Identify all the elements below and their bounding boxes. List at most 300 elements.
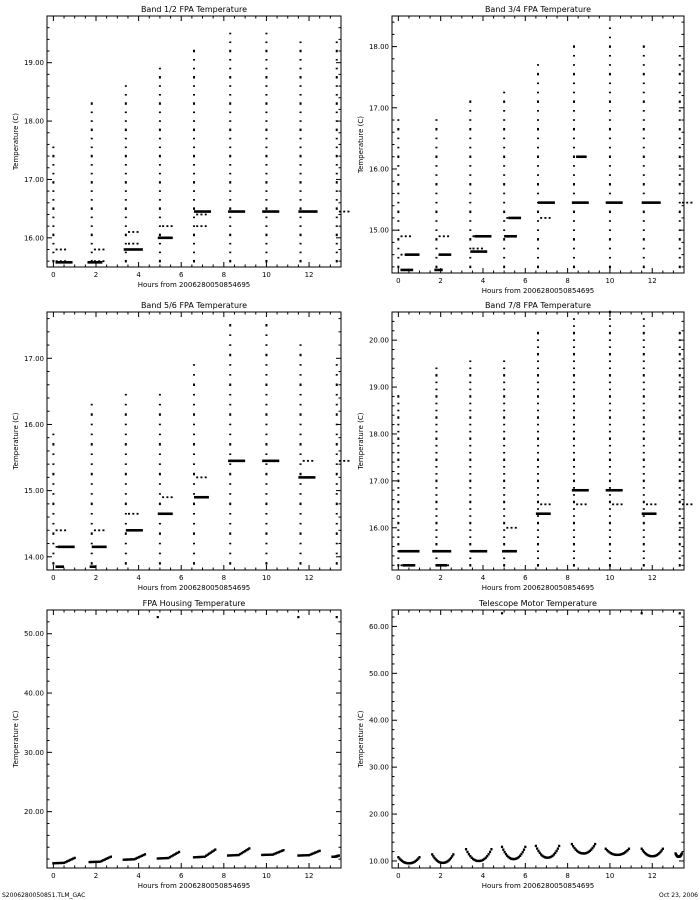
data-point (643, 536, 645, 538)
data-point (397, 165, 399, 167)
data-point (537, 346, 539, 348)
data-point (435, 445, 437, 447)
data-point (159, 434, 161, 436)
data-run (405, 253, 420, 256)
data-point (609, 459, 611, 462)
data-point (193, 424, 195, 426)
y-tick-label: 30.00 (368, 763, 389, 772)
data-point (571, 843, 573, 845)
data-point (573, 543, 575, 546)
data-point (679, 165, 681, 167)
data-point (435, 211, 437, 214)
data-point (300, 404, 302, 406)
chart-panel-4 (357, 301, 692, 592)
data-point (265, 147, 267, 149)
data-run (538, 201, 555, 204)
data-point (91, 424, 93, 426)
data-point (229, 147, 231, 149)
data-point (679, 55, 681, 57)
data-point (643, 431, 645, 433)
data-point (125, 102, 127, 105)
data-run (572, 201, 589, 204)
data-point (506, 217, 508, 219)
data-point (537, 459, 539, 462)
data-point (125, 394, 127, 396)
data-point (265, 59, 267, 61)
data-point (609, 138, 611, 140)
data-point (125, 85, 127, 87)
data-point (573, 83, 575, 85)
data-point (125, 112, 127, 114)
data-point (193, 147, 195, 149)
data-point (679, 92, 681, 94)
data-point (679, 487, 681, 489)
data-point (679, 147, 681, 149)
data-point (125, 252, 127, 254)
data-point (336, 543, 338, 545)
data-point (193, 453, 195, 455)
data-point (679, 73, 681, 76)
data-point (91, 532, 93, 535)
data-point (137, 513, 139, 515)
data-point (52, 434, 54, 436)
data-point (643, 73, 645, 76)
data-point (300, 532, 302, 535)
data-point (91, 543, 93, 545)
data-point (643, 487, 645, 489)
data-point (397, 480, 399, 483)
data-point (488, 853, 490, 855)
data-point (537, 515, 539, 517)
data-point (265, 85, 267, 87)
data-point (573, 55, 575, 57)
data-point (52, 217, 54, 219)
data-point (643, 403, 645, 405)
data-point (643, 353, 645, 356)
data-point (537, 110, 539, 112)
data-point (193, 85, 195, 87)
data-point (159, 260, 161, 263)
data-point (609, 487, 611, 489)
data-point (265, 384, 267, 387)
data-point (609, 522, 611, 525)
data-point (469, 445, 471, 447)
y-tick-label: 40.00 (368, 716, 389, 725)
data-point (503, 360, 505, 362)
data-point (439, 235, 441, 237)
data-point (679, 501, 681, 504)
data-point (503, 437, 505, 440)
data-point (300, 68, 302, 70)
data-point (56, 249, 58, 251)
data-point (300, 190, 302, 192)
data-point (469, 100, 471, 103)
data-run (606, 201, 623, 204)
data-point (609, 403, 611, 405)
data-point (205, 225, 207, 227)
data-point (336, 225, 338, 227)
x-tick-label: 0 (51, 872, 56, 880)
data-point (193, 394, 195, 396)
data-point (300, 164, 302, 166)
data-point (159, 453, 161, 455)
data-point (397, 128, 399, 131)
data-point (397, 494, 399, 496)
data-point (193, 404, 195, 406)
data-point (125, 404, 127, 406)
data-point (643, 174, 645, 176)
data-point (435, 155, 437, 158)
data-point (193, 155, 195, 158)
data-point (585, 503, 587, 505)
data-point (573, 459, 575, 462)
data-point (265, 463, 267, 465)
data-point (469, 367, 471, 369)
data-point (609, 508, 611, 510)
data-point (125, 173, 127, 175)
data-point (537, 211, 539, 214)
data-point (52, 463, 54, 465)
data-point (336, 513, 338, 515)
data-point (300, 513, 302, 515)
data-point (503, 238, 505, 241)
data-point (397, 416, 399, 419)
data-point (573, 389, 575, 391)
data-point (537, 550, 539, 552)
data-point (159, 102, 161, 105)
data-point (443, 235, 445, 237)
data-point (679, 128, 681, 131)
data-point (193, 50, 195, 53)
data-point (679, 238, 681, 241)
data-point (343, 460, 345, 462)
data-point (98, 529, 100, 531)
data-point (409, 235, 411, 237)
data-point (336, 68, 338, 70)
x-tick-label: 8 (565, 872, 570, 880)
data-point (159, 523, 161, 525)
data-point (503, 174, 505, 176)
data-point (300, 173, 302, 175)
y-tick-label: 16.00 (23, 234, 44, 243)
data-point (643, 346, 645, 348)
data-point (641, 612, 643, 614)
data-point (265, 473, 267, 476)
data-point (503, 382, 505, 384)
data-point (679, 266, 681, 269)
data-point (609, 431, 611, 433)
data-point (336, 424, 338, 426)
data-point (469, 473, 471, 475)
y-tick-label: 14.00 (23, 553, 44, 562)
data-point (503, 543, 505, 546)
data-point (573, 473, 575, 475)
data-point (91, 413, 93, 416)
data-point (265, 394, 267, 396)
data-point (549, 503, 551, 505)
data-point (573, 165, 575, 167)
data-point (300, 181, 302, 184)
data-point (229, 384, 231, 387)
data-point (503, 229, 505, 231)
data-point (537, 536, 539, 538)
data-point (229, 413, 231, 416)
data-point (193, 434, 195, 436)
data-point (616, 503, 618, 505)
data-point (469, 494, 471, 496)
data-point (679, 452, 681, 454)
data-run (470, 550, 487, 553)
data-point (52, 243, 54, 245)
data-point (300, 112, 302, 114)
data-point (628, 848, 630, 850)
data-point (503, 248, 505, 250)
x-tick-label: 6 (178, 872, 184, 880)
data-point (435, 501, 437, 504)
data-point (469, 459, 471, 462)
chart-title: Band 3/4 FPA Temperature (484, 5, 592, 14)
y-axis-label: Temperature (C) (12, 710, 20, 768)
data-point (300, 155, 302, 158)
data-point (336, 260, 338, 263)
data-point (643, 374, 645, 377)
data-point (679, 431, 681, 433)
data-point (435, 480, 437, 483)
data-point (503, 266, 505, 269)
data-point (125, 217, 127, 219)
data-point (91, 190, 93, 192)
data-point (679, 612, 681, 614)
data-point (397, 138, 399, 140)
data-point (435, 165, 437, 167)
x-tick-label: 0 (51, 271, 56, 279)
data-point (397, 174, 399, 176)
data-point (229, 374, 231, 376)
x-tick-label: 10 (261, 872, 271, 880)
data-point (469, 382, 471, 384)
y-tick-label: 20.00 (23, 808, 44, 817)
y-tick-label: 10.00 (368, 857, 389, 866)
data-run (504, 235, 517, 238)
data-point (159, 543, 161, 545)
data-point (537, 257, 539, 259)
data-point (609, 318, 611, 320)
data-point (162, 225, 164, 227)
data-point (609, 64, 611, 66)
data-point (265, 543, 267, 545)
data-point (300, 252, 302, 254)
data-point (537, 339, 539, 341)
data-point (503, 193, 505, 195)
data-point (397, 437, 399, 440)
data-point (300, 374, 302, 376)
x-tick-label: 8 (565, 277, 570, 285)
data-point (336, 234, 338, 237)
data-point (609, 83, 611, 85)
data-point (469, 138, 471, 140)
data-run (90, 565, 96, 568)
data-point (193, 523, 195, 525)
data-point (193, 260, 195, 263)
data-point (469, 119, 471, 121)
data-point (609, 100, 611, 103)
data-point (125, 532, 127, 535)
data-point (229, 85, 231, 87)
y-tick-label: 60.00 (368, 622, 389, 631)
data-point (336, 374, 338, 376)
data-point (125, 225, 127, 227)
data-point (435, 416, 437, 419)
data-point (94, 249, 96, 251)
data-point (339, 211, 341, 213)
data-point (397, 229, 399, 231)
data-point (537, 332, 539, 335)
data-point (229, 443, 231, 446)
chart-panel-6 (357, 599, 684, 890)
data-point (643, 45, 645, 48)
data-point (643, 522, 645, 525)
data-point (573, 382, 575, 384)
data-point (52, 443, 54, 446)
data-point (336, 434, 338, 436)
data-point (573, 339, 575, 341)
x-tick-label: 4 (480, 277, 486, 285)
data-point (690, 503, 692, 505)
data-point (679, 395, 681, 398)
data-point (435, 557, 437, 559)
data-point (690, 202, 692, 204)
data-run (432, 550, 451, 553)
data-point (193, 112, 195, 114)
data-point (679, 374, 681, 377)
data-point (435, 395, 437, 398)
x-tick-label: 4 (480, 574, 486, 582)
data-point (125, 199, 127, 201)
data-point (91, 147, 93, 149)
data-point (125, 503, 127, 506)
data-point (573, 332, 575, 335)
data-point (300, 120, 302, 122)
data-point (469, 183, 471, 186)
data-point (265, 344, 267, 346)
data-point (503, 374, 505, 377)
data-point (159, 181, 161, 184)
data-point (193, 532, 195, 535)
data-point (336, 41, 338, 43)
data-point (469, 202, 471, 204)
chart-panel-5 (12, 599, 341, 890)
data-point (300, 523, 302, 525)
data-point (64, 249, 66, 251)
data-run (194, 210, 211, 213)
data-point (397, 445, 399, 447)
data-point (469, 147, 471, 149)
data-point (300, 147, 302, 149)
data-point (435, 410, 437, 412)
data-point (503, 522, 505, 525)
data-point (74, 857, 76, 859)
data-point (469, 193, 471, 195)
data-point (265, 207, 267, 210)
data-point (265, 324, 267, 327)
data-point (573, 374, 575, 377)
y-axis-label: Temperature (C) (357, 412, 365, 470)
data-point (132, 513, 134, 515)
data-point (397, 211, 399, 214)
data-run (439, 253, 452, 256)
data-point (125, 234, 127, 237)
x-axis-label: Hours from 2006280050854695 (137, 584, 251, 592)
data-point (125, 129, 127, 132)
data-run (436, 564, 447, 567)
x-tick-label: 12 (647, 574, 657, 582)
data-run (502, 550, 517, 553)
data-point (397, 466, 399, 468)
data-point (196, 225, 198, 227)
data-point (300, 553, 302, 555)
data-point (643, 473, 645, 475)
data-point (679, 410, 681, 412)
data-point (609, 536, 611, 538)
data-point (193, 164, 195, 166)
y-tick-label: 50.00 (368, 669, 389, 678)
data-point (537, 183, 539, 186)
data-point (515, 527, 517, 529)
data-point (612, 503, 614, 505)
data-point (265, 112, 267, 114)
data-point (229, 493, 231, 495)
data-point (229, 225, 231, 227)
data-point (91, 199, 93, 201)
chart-title: FPA Housing Temperature (142, 599, 246, 608)
data-point (435, 128, 437, 131)
data-point (435, 515, 437, 517)
data-point (537, 416, 539, 419)
data-point (469, 564, 471, 567)
data-point (503, 445, 505, 447)
data-point (229, 190, 231, 192)
data-point (573, 266, 575, 269)
footer-right: Oct 23, 2006 (659, 892, 698, 899)
data-point (469, 410, 471, 412)
data-point (679, 119, 681, 121)
data-point (469, 403, 471, 405)
data-point (125, 138, 127, 140)
data-point (193, 483, 195, 485)
data-point (229, 112, 231, 114)
data-point (52, 523, 54, 525)
data-point (679, 138, 681, 140)
data-point (573, 183, 575, 186)
data-point (503, 110, 505, 112)
data-point (159, 443, 161, 446)
data-point (265, 260, 267, 263)
data-point (503, 147, 505, 149)
data-point (503, 424, 505, 426)
data-point (679, 332, 681, 335)
data-point (300, 562, 302, 565)
data-point (537, 128, 539, 131)
data-point (159, 85, 161, 87)
data-point (435, 437, 437, 440)
data-point (679, 403, 681, 405)
data-point (435, 238, 437, 241)
data-point (265, 41, 267, 43)
data-point (157, 616, 159, 618)
data-point (125, 181, 127, 184)
data-point (537, 353, 539, 356)
data-point (679, 360, 681, 362)
